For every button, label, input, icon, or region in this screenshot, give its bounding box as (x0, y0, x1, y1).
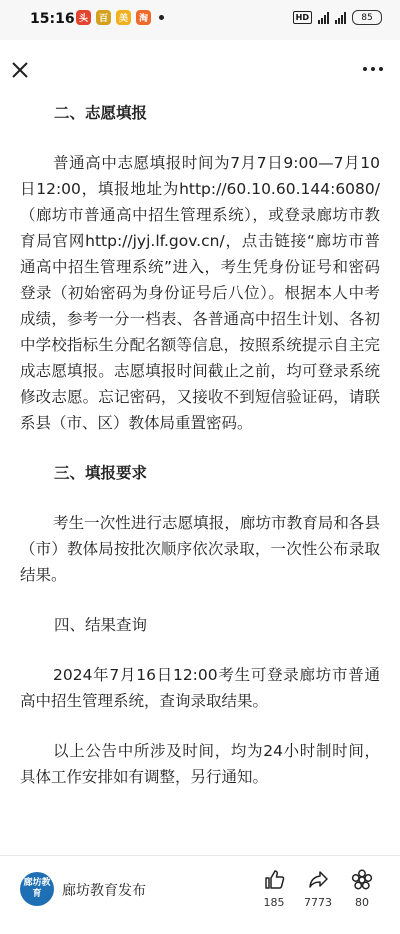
bottom-bar (0, 855, 400, 934)
status-time: 15:16 (30, 11, 75, 27)
more-icon-dot (379, 67, 383, 71)
battery-icon: 85 (352, 10, 382, 25)
more-options-button[interactable] (360, 58, 386, 80)
close-icon (6, 56, 34, 84)
system-icons (293, 10, 382, 25)
section-heading-4: 四、结果查询 (54, 616, 148, 634)
hd-icon: HD (293, 11, 312, 24)
like-count: 185 (263, 896, 285, 909)
status-bar (0, 0, 400, 40)
close-button[interactable] (6, 56, 34, 84)
article-body (20, 100, 380, 814)
more-icon-dot (363, 67, 367, 71)
content-fade (0, 825, 400, 855)
app-icon-2: 百 (96, 10, 111, 25)
more-icon-dot (371, 67, 375, 71)
signal-icon-2 (335, 12, 346, 24)
share-icon (306, 868, 330, 892)
like-button[interactable] (254, 868, 294, 909)
app-icon-1: 头 (76, 10, 91, 25)
app-icon-4: 淘 (136, 10, 151, 25)
paragraph-result-query: 2024年7月16日12:00考生可登录廊坊市普通高中招生管理系统，查询录取结果。 (20, 666, 380, 710)
section-heading-2: 二、志愿填报 (54, 104, 148, 122)
account-name[interactable]: 廊坊教育发布 (62, 883, 146, 899)
account-logo[interactable]: 廊坊教育 (20, 872, 54, 906)
paragraph-requirements: 考生一次性进行志愿填报，廊坊市教育局和各县（市）教体局按批次顺序依次录取，一次性公布录取结果。 (20, 514, 380, 584)
reward-button[interactable] (342, 868, 382, 909)
thumbs-up-icon (262, 868, 286, 892)
top-nav (0, 40, 400, 96)
reward-count: 80 (355, 896, 369, 909)
paragraph-note: 以上公告中所涉及时间，均为24小时制时间，具体工作安排如有调整，另行通知。 (20, 742, 380, 786)
section-heading-3: 三、填报要求 (54, 464, 148, 482)
share-button[interactable] (298, 868, 338, 909)
flower-icon (350, 868, 374, 892)
paragraph-volunteer-filling: 普通高中志愿填报时间为7月7日9:00—7月10日12:00，填报地址为http://60.10.60.144:6080/（廊坊市普通高中招生管理系统），或登录廊坊市教育局官网http://jyj.lf.gov.cn/，点击链接“廊坊市普通高中招生管理系统”进入，考生凭身份证号和密码登录（初始密码为身份证号后八位）。根据本人中考成绩，参考一分一档表、各普通高中招生计划、各初中学校指标生分配名额等信息，按照系统提示自主完成志愿填报。志愿填报时间截止之前，均可登录系统修改志愿。忘记密码，又接收不到短信验证码，请联系县（市、区）教体局重置密码。 (20, 154, 380, 432)
app-icon-3: 美 (116, 10, 131, 25)
more-notifications-dot-icon (159, 15, 164, 20)
signal-icon (318, 12, 329, 24)
share-count: 7773 (304, 896, 332, 909)
notification-icons (76, 10, 164, 25)
